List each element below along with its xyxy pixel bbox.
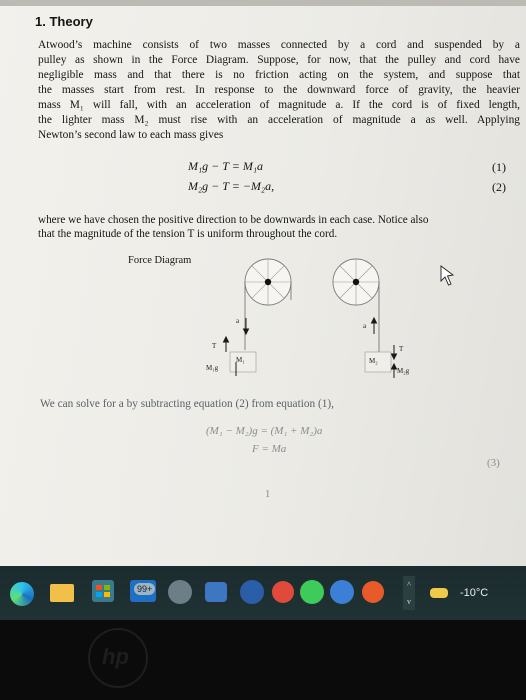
paragraph-line: the lighter mass M₂ must rise with an acceleration of magnitude a as well. Applying (38, 114, 520, 126)
equation-3-line-1: (M₁ − M₂)g = (M₁ + M₂)a (206, 425, 323, 437)
equation-2-number: (2) (492, 180, 506, 194)
paragraph-line: Atwood’s machine consists of two masses connected by a cord and suspended by a (38, 39, 520, 51)
accel-label-left: a (236, 317, 240, 325)
equation-1-number: (1) (492, 160, 506, 174)
section-title: 1. Theory (35, 14, 93, 29)
pulley-right (333, 259, 379, 352)
weather-icon[interactable] (430, 588, 448, 598)
laptop-bezel (0, 620, 526, 700)
taskbar (0, 566, 526, 620)
pulley-left (245, 259, 291, 350)
paragraph-line: where we have chosen the positive direction to be downwards in each case. Notice also (38, 214, 429, 226)
app-icon[interactable] (362, 581, 384, 603)
mail-badge: 99+ (134, 583, 155, 595)
accel-label-right: a (363, 322, 367, 330)
spotify-icon[interactable] (300, 580, 324, 604)
mass-label-left: M₁ (236, 356, 245, 364)
paragraph-line: Newton’s second law to each mass gives (38, 129, 224, 141)
weight-label-right: M₂g (397, 367, 410, 375)
solve-text: We can solve for a by subtracting equation (2) from equation (1), (40, 398, 334, 410)
page-number: 1 (265, 489, 271, 500)
brand-logo-text: hp (102, 644, 129, 669)
tension-label-left: T (212, 342, 217, 350)
edge-browser-icon[interactable] (10, 582, 34, 606)
weather-temperature[interactable]: -10°C (460, 587, 489, 599)
opera-icon[interactable] (272, 581, 294, 603)
paragraph-line: negligible mass and that there is no friction acting on the system, and suppose that (38, 69, 520, 81)
force-diagram-label: Force Diagram (128, 255, 192, 266)
tension-label-right: T (399, 345, 404, 353)
app-icon[interactable] (240, 580, 264, 604)
paragraph-line: that the magnitude of the tension T is uniform throughout the cord. (38, 228, 338, 240)
equation-3-line-2: F = Ma (252, 443, 287, 455)
store-icon[interactable] (92, 580, 114, 602)
equation-3-number: (3) (487, 457, 500, 469)
equation-2: M₂g − T = −M₂a, (188, 179, 275, 193)
paragraph-line: the masses start from rest. In response to the downward force of gravity, the heavier (38, 84, 520, 96)
mass-label-right: M₂ (369, 357, 378, 365)
paragraph-line: mass M₁ will fall, with an acceleration of magnitude a. If the cord is of fixed length, (38, 99, 520, 111)
app-icon[interactable] (330, 580, 354, 604)
tray-overflow-chevron-icon[interactable]: ^ v (403, 576, 415, 610)
equation-1: M₁g − T = M₁a (188, 159, 263, 173)
file-explorer-icon[interactable] (50, 584, 74, 602)
brand-logo (88, 628, 148, 688)
paragraph-line: pulley as shown in the Force Diagram. Suppose, for now, that the pulley and cord have (38, 54, 520, 66)
app-icon[interactable] (205, 582, 227, 602)
mouse-cursor-icon (441, 266, 453, 285)
weight-label-left: M₁g (206, 364, 219, 372)
settings-gear-icon[interactable] (168, 580, 192, 604)
